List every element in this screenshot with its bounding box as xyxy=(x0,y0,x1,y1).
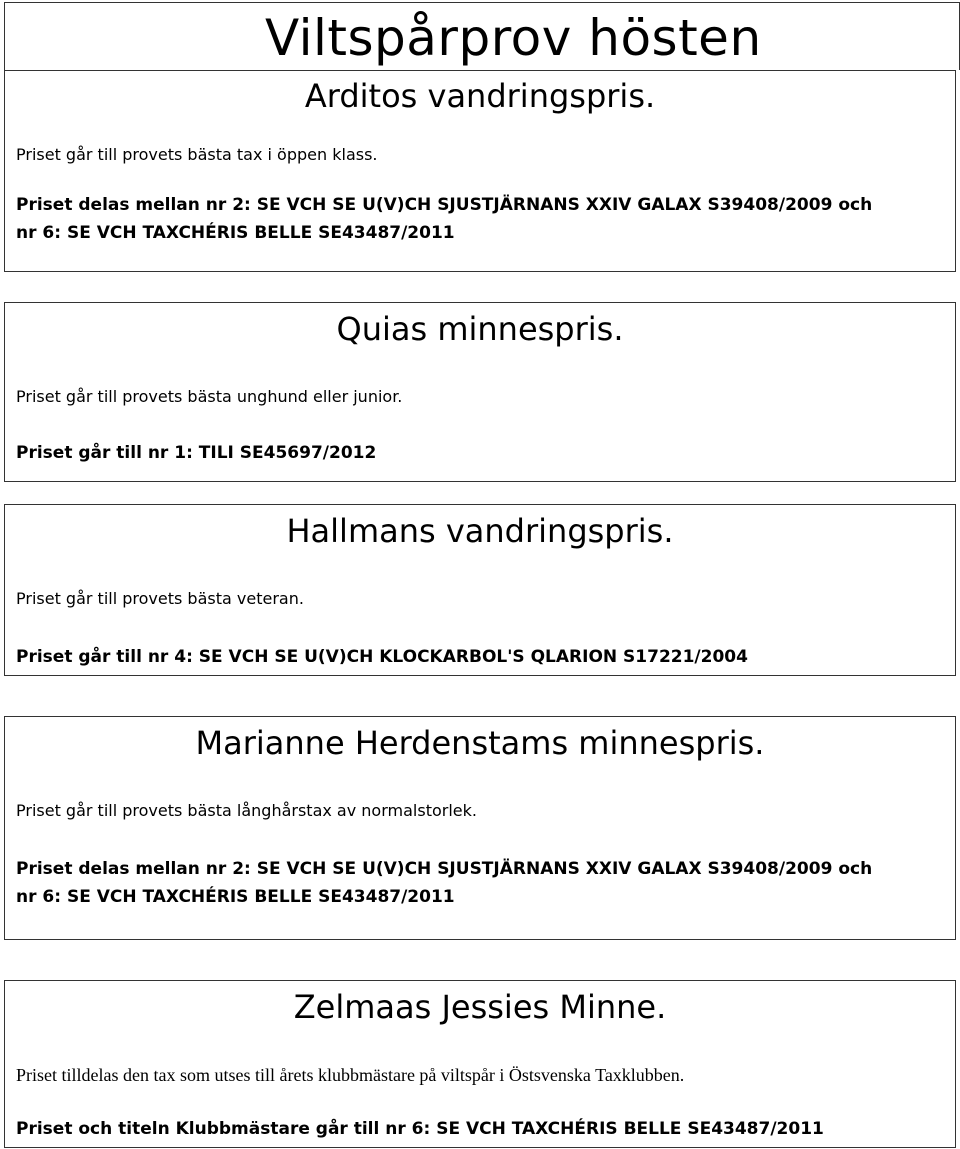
prize-winner-line: Priset delas mellan nr 2: SE VCH SE U(V)CH SJUSTJÄRNANS XXIV GALAX S39408/2009 och xyxy=(16,195,873,215)
prize-heading: Arditos vandringspris. xyxy=(304,77,656,115)
prize-box-herdenstam xyxy=(4,716,956,940)
prize-description: Priset går till provets bästa veteran. xyxy=(16,589,304,608)
prize-description: Priset går till provets bästa långhårstax av normalstorlek. xyxy=(16,801,477,820)
prize-box-arditos xyxy=(4,70,956,272)
prize-winner-line: nr 6: SE VCH TAXCHÉRIS BELLE SE43487/2011 xyxy=(16,223,455,243)
prize-winner-line: Priset går till nr 4: SE VCH SE U(V)CH KLOCKARBOL'S QLARION S17221/2004 xyxy=(16,647,748,667)
prize-heading: Zelmaas Jessies Minne. xyxy=(293,988,667,1026)
prize-description: Priset tilldelas den tax som utses till årets klubbmästare på viltspår i Östsvenska Taxklubben. xyxy=(16,1065,685,1085)
prize-heading: Hallmans vandringspris. xyxy=(286,512,674,550)
prize-description: Priset går till provets bästa unghund eller junior. xyxy=(16,387,403,406)
prize-winner-line: Priset går till nr 1: TILI SE45697/2012 xyxy=(16,443,377,463)
prize-description: Priset går till provets bästa tax i öppen klass. xyxy=(16,145,378,164)
prize-box-quias xyxy=(4,302,956,482)
title-border xyxy=(4,2,960,70)
prize-winner-line: Priset delas mellan nr 2: SE VCH SE U(V)CH SJUSTJÄRNANS XXIV GALAX S39408/2009 och xyxy=(16,859,873,879)
prize-winner-line: nr 6: SE VCH TAXCHÉRIS BELLE SE43487/2011 xyxy=(16,887,455,907)
prize-box-hallmans xyxy=(4,504,956,676)
prize-heading: Quias minnespris. xyxy=(336,310,624,348)
page-title: Viltspårprov hösten xyxy=(265,9,762,67)
prize-winner-line: Priset och titeln Klubbmästare går till nr 6: SE VCH TAXCHÉRIS BELLE SE43487/2011 xyxy=(16,1119,824,1139)
prize-heading: Marianne Herdenstams minnespris. xyxy=(195,724,765,762)
prize-box-zelmaas xyxy=(4,980,956,1148)
